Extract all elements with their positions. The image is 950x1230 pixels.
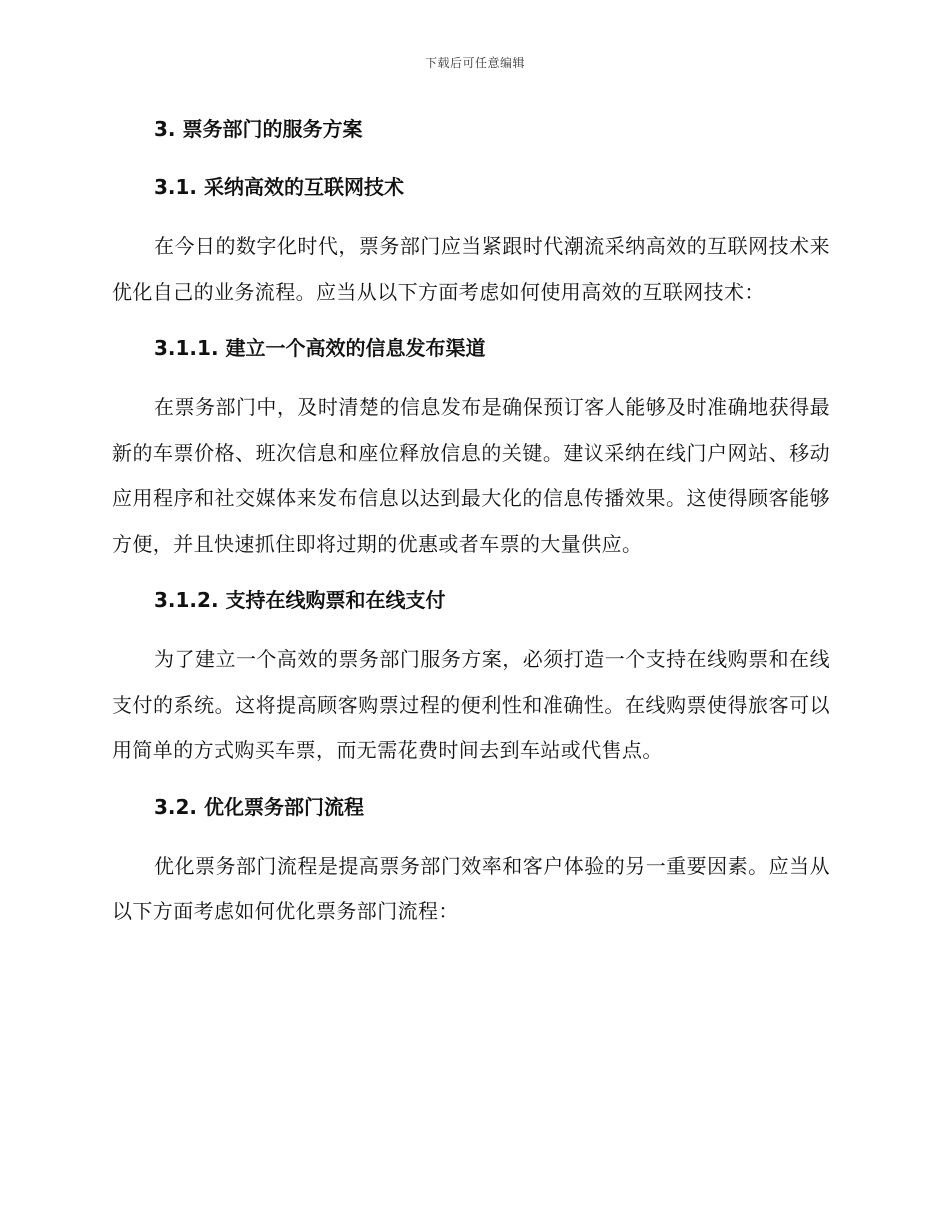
section-heading-3-1: 3.1. 采纳高效的互联网技术 <box>154 175 404 199</box>
section-heading-3: 3. 票务部门的服务方案 <box>154 117 363 141</box>
paragraph-info-channel: 在票务部门中，及时清楚的信息发布是确保预订客人能够及时准确地获得最新的车票价格、班次信息和座位释放信息的关键。建议采纳在线门户网站、移动应用程序和社交媒体来发布信息以达到最大化的信息传播效果。这使得顾客能够方便，并且快速抓住即将过期的优惠或者车票的大量供应。 <box>112 395 830 556</box>
paragraph-process-optimization: 优化票务部门流程是提高票务部门效率和客户体验的另一重要因素。应当从以下方面考虑如何优化票务部门流程： <box>112 853 830 923</box>
document-body <box>112 110 830 935</box>
section-heading-3-1-1: 3.1.1. 建立一个高效的信息发布渠道 <box>154 336 486 360</box>
paragraph-online-ticketing: 为了建立一个高效的票务部门服务方案，必须打造一个支持在线购票和在线支付的系统。这将提高顾客购票过程的便利性和准确性。在线购票使得旅客可以用简单的方式购买车票，而无需花费时间去到车站或代售点。 <box>112 647 830 762</box>
section-heading-3-2: 3.2. 优化票务部门流程 <box>154 794 364 819</box>
section-heading-3-1-2: 3.1.2. 支持在线购票和在线支付 <box>154 588 446 612</box>
paragraph-internet-tech: 在今日的数字化时代，票务部门应当紧跟时代潮流采纳高效的互联网技术来优化自己的业务流程。应当从以下方面考虑如何使用高效的互联网技术： <box>112 234 830 304</box>
page-header: 下载后可任意编辑 <box>424 56 525 70</box>
